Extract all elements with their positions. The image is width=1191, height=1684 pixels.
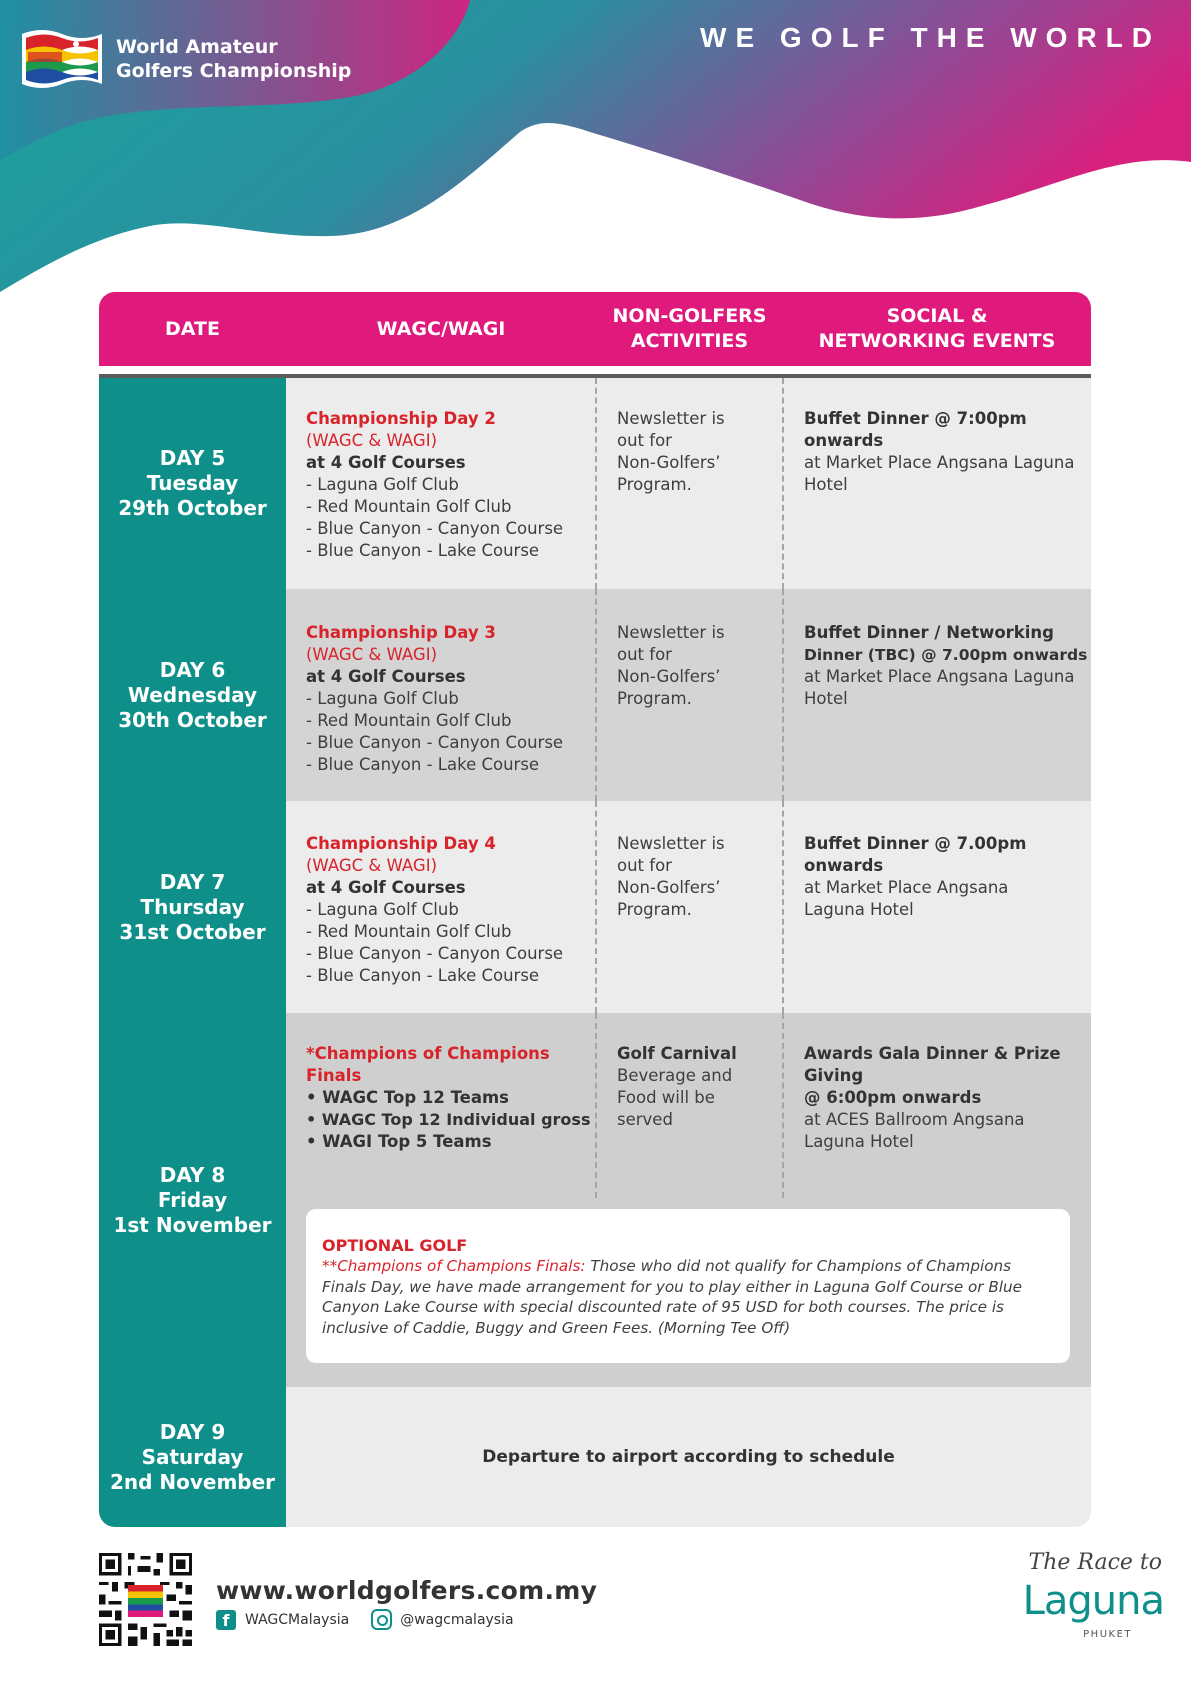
table-row <box>99 589 1091 801</box>
optional-golf-description: Those who did not qualify for Champions of Champions Finals Day, we have made arrangement for you to play either in Laguna Golf Course or Blue Canyon Lake Course with special discounted rate of 95 USD for both courses. The price is inclusive of Caddie, Buggy and Green Fees. (Morning Tee Off) <box>322 1257 1022 1337</box>
weekday-label: Thursday <box>140 894 245 919</box>
column-divider <box>595 801 597 1013</box>
non-golfers-text: out for <box>617 856 672 875</box>
social-venue: Hotel <box>804 475 848 494</box>
non-golfers-cell <box>617 1013 783 1131</box>
wagc-flag-logo-icon <box>20 24 104 94</box>
finals-bullet: • WAGI Top 5 Teams <box>306 1132 492 1151</box>
course-item: - Red Mountain Golf Club <box>306 497 512 516</box>
course-item: - Red Mountain Golf Club <box>306 711 512 730</box>
finals-bullet: • WAGC Top 12 Teams <box>306 1088 509 1107</box>
course-item: - Blue Canyon - Canyon Course <box>306 733 564 752</box>
non-golfers-text: Non-Golfers’ <box>617 878 721 897</box>
social-venue: at ACES Ballroom Angsana <box>804 1110 1025 1129</box>
golf-carnival-title: Golf Carnival <box>617 1044 737 1063</box>
non-golfers-cell <box>617 589 783 710</box>
wagc-cell <box>306 801 596 987</box>
brand-line-2: Golfers Championship <box>116 60 352 82</box>
championship-title: Championship Day 2 <box>306 409 496 428</box>
optional-golf-text <box>322 1256 1054 1338</box>
non-golfers-text: Program. <box>617 900 692 919</box>
course-item: - Blue Canyon - Lake Course <box>306 541 540 560</box>
social-cell <box>804 1013 1091 1153</box>
social-links <box>216 1609 514 1630</box>
brand-line-1: World Amateur <box>116 36 278 58</box>
non-golfers-text: Newsletter is <box>617 623 725 642</box>
date-cell <box>99 378 286 589</box>
non-golfers-cell <box>617 378 783 496</box>
facebook-handle[interactable]: WAGCMalaysia <box>245 1611 350 1628</box>
social-title: Giving <box>804 1066 864 1085</box>
optional-golf-box <box>306 1209 1070 1363</box>
championship-subtitle: (WAGC & WAGI) <box>306 856 438 875</box>
social-title: Dinner (TBC) @ 7.00pm onwards <box>804 646 1088 664</box>
date-label: 1st November <box>113 1212 272 1237</box>
social-title: Buffet Dinner / Networking <box>804 623 1054 642</box>
day-label: DAY 9 <box>159 1419 226 1444</box>
header-date: DATE <box>165 317 220 340</box>
non-golfers-text: Beverage and <box>617 1066 733 1085</box>
column-divider <box>595 378 597 589</box>
course-item: - Laguna Golf Club <box>306 900 459 919</box>
date-cell <box>99 1013 286 1387</box>
day-label: DAY 7 <box>159 869 226 894</box>
date-cell <box>99 589 286 801</box>
date-label: 31st October <box>119 919 266 944</box>
column-divider <box>782 378 784 589</box>
finals-title: *Champions of Champions <box>306 1044 550 1063</box>
header-non-golfers-line1: NON-GOLFERS <box>612 305 767 327</box>
header-social <box>783 292 1091 366</box>
social-venue: at Market Place Angsana Laguna <box>804 453 1075 472</box>
non-golfers-text: Non-Golfers’ <box>617 453 721 472</box>
non-golfers-text: Newsletter is <box>617 834 725 853</box>
brand-name <box>116 35 351 83</box>
non-golfers-text: out for <box>617 431 672 450</box>
day-label: DAY 5 <box>159 446 226 470</box>
date-label: 30th October <box>118 707 267 732</box>
day-label: DAY 6 <box>159 657 226 682</box>
social-title: Buffet Dinner @ 7:00pm <box>804 409 1027 428</box>
social-venue: at Market Place Angsana Laguna <box>804 667 1075 686</box>
facebook-icon[interactable]: f <box>216 1610 236 1630</box>
brand <box>20 24 351 94</box>
optional-golf-lead: **Champions of Champions Finals: <box>322 1257 586 1275</box>
social-cell <box>804 801 1091 921</box>
partner-name: Laguna <box>1022 1578 1164 1624</box>
header-non-golfers <box>596 292 783 366</box>
social-cell <box>804 589 1091 710</box>
non-golfers-text: served <box>617 1110 673 1129</box>
social-title: onwards <box>804 431 884 450</box>
championship-subtitle: (WAGC & WAGI) <box>306 645 438 664</box>
header-social-line2: NETWORKING EVENTS <box>818 330 1056 352</box>
non-golfers-cell <box>617 801 783 921</box>
column-divider <box>782 589 784 801</box>
course-item: - Blue Canyon - Lake Course <box>306 755 540 774</box>
course-item: - Laguna Golf Club <box>306 475 459 494</box>
non-golfers-text: out for <box>617 645 672 664</box>
date-label: 29th October <box>118 496 267 520</box>
course-item: - Blue Canyon - Canyon Course <box>306 944 564 963</box>
weekday-label: Friday <box>157 1187 228 1212</box>
table-row <box>99 378 1091 589</box>
wagc-cell <box>306 589 596 776</box>
website-link[interactable]: www.worldgolfers.com.my <box>216 1576 598 1605</box>
non-golfers-text: Program. <box>617 689 692 708</box>
social-title: Buffet Dinner @ 7.00pm <box>804 834 1027 853</box>
column-divider <box>595 1013 597 1198</box>
tagline: WE GOLF THE WORLD <box>700 22 1161 53</box>
courses-heading: at 4 Golf Courses <box>306 667 466 686</box>
championship-subtitle: (WAGC & WAGI) <box>306 431 438 450</box>
course-item: - Laguna Golf Club <box>306 689 459 708</box>
weekday-label: Tuesday <box>146 471 239 495</box>
social-venue: Hotel <box>804 689 848 708</box>
instagram-handle[interactable]: @wagcmalaysia <box>400 1611 514 1628</box>
table-row <box>99 1013 1091 1387</box>
header-wagc: WAGC/WAGI <box>376 317 506 340</box>
course-item: - Red Mountain Golf Club <box>306 922 512 941</box>
instagram-icon[interactable] <box>371 1609 392 1630</box>
course-item: - Blue Canyon - Canyon Course <box>306 519 564 538</box>
finals-bullet: • WAGC Top 12 Individual gross <box>306 1110 591 1129</box>
social-title: Awards Gala Dinner & Prize <box>804 1044 1061 1063</box>
departure-text: Departure to airport according to schedule <box>482 1447 895 1467</box>
social-venue: Laguna Hotel <box>804 1132 914 1151</box>
championship-title: Championship Day 3 <box>306 623 496 642</box>
column-divider <box>782 801 784 1013</box>
header-non-golfers-line2: ACTIVITIES <box>630 330 749 352</box>
partner-script: The Race to <box>1028 1550 1162 1575</box>
social-venue: at Market Place Angsana <box>804 878 1009 897</box>
non-golfers-text: Newsletter is <box>617 409 725 428</box>
partner-place: PHUKET <box>1083 1629 1132 1640</box>
non-golfers-text: Food will be <box>617 1088 715 1107</box>
wagc-cell <box>306 1013 596 1153</box>
social-cell <box>804 378 1091 496</box>
table-row <box>99 1387 1091 1527</box>
date-label: 2nd November <box>109 1469 276 1494</box>
column-divider <box>782 1013 784 1198</box>
column-divider <box>595 589 597 801</box>
championship-title: Championship Day 4 <box>306 834 496 853</box>
course-item: - Blue Canyon - Lake Course <box>306 966 540 985</box>
courses-heading: at 4 Golf Courses <box>306 878 466 897</box>
non-golfers-text: Program. <box>617 475 692 494</box>
schedule-table <box>99 292 1091 1527</box>
laguna-logo-icon <box>1020 1550 1170 1650</box>
date-cell <box>99 801 286 1013</box>
wagc-cell <box>306 378 596 562</box>
table-row <box>99 801 1091 1013</box>
finals-title: Finals <box>306 1066 362 1085</box>
header-social-line1: SOCIAL & <box>886 305 988 327</box>
day-label: DAY 8 <box>159 1162 226 1187</box>
courses-heading: at 4 Golf Courses <box>306 453 466 472</box>
qr-code-icon[interactable] <box>99 1553 192 1646</box>
optional-golf-title: OPTIONAL GOLF <box>322 1236 468 1255</box>
weekday-label: Saturday <box>141 1444 244 1469</box>
social-title: onwards <box>804 856 884 875</box>
social-venue: Laguna Hotel <box>804 900 914 919</box>
date-cell <box>99 1387 286 1527</box>
table-header <box>99 292 1091 366</box>
non-golfers-text: Non-Golfers’ <box>617 667 721 686</box>
weekday-label: Wednesday <box>127 682 258 707</box>
social-time: @ 6:00pm onwards <box>804 1088 982 1107</box>
